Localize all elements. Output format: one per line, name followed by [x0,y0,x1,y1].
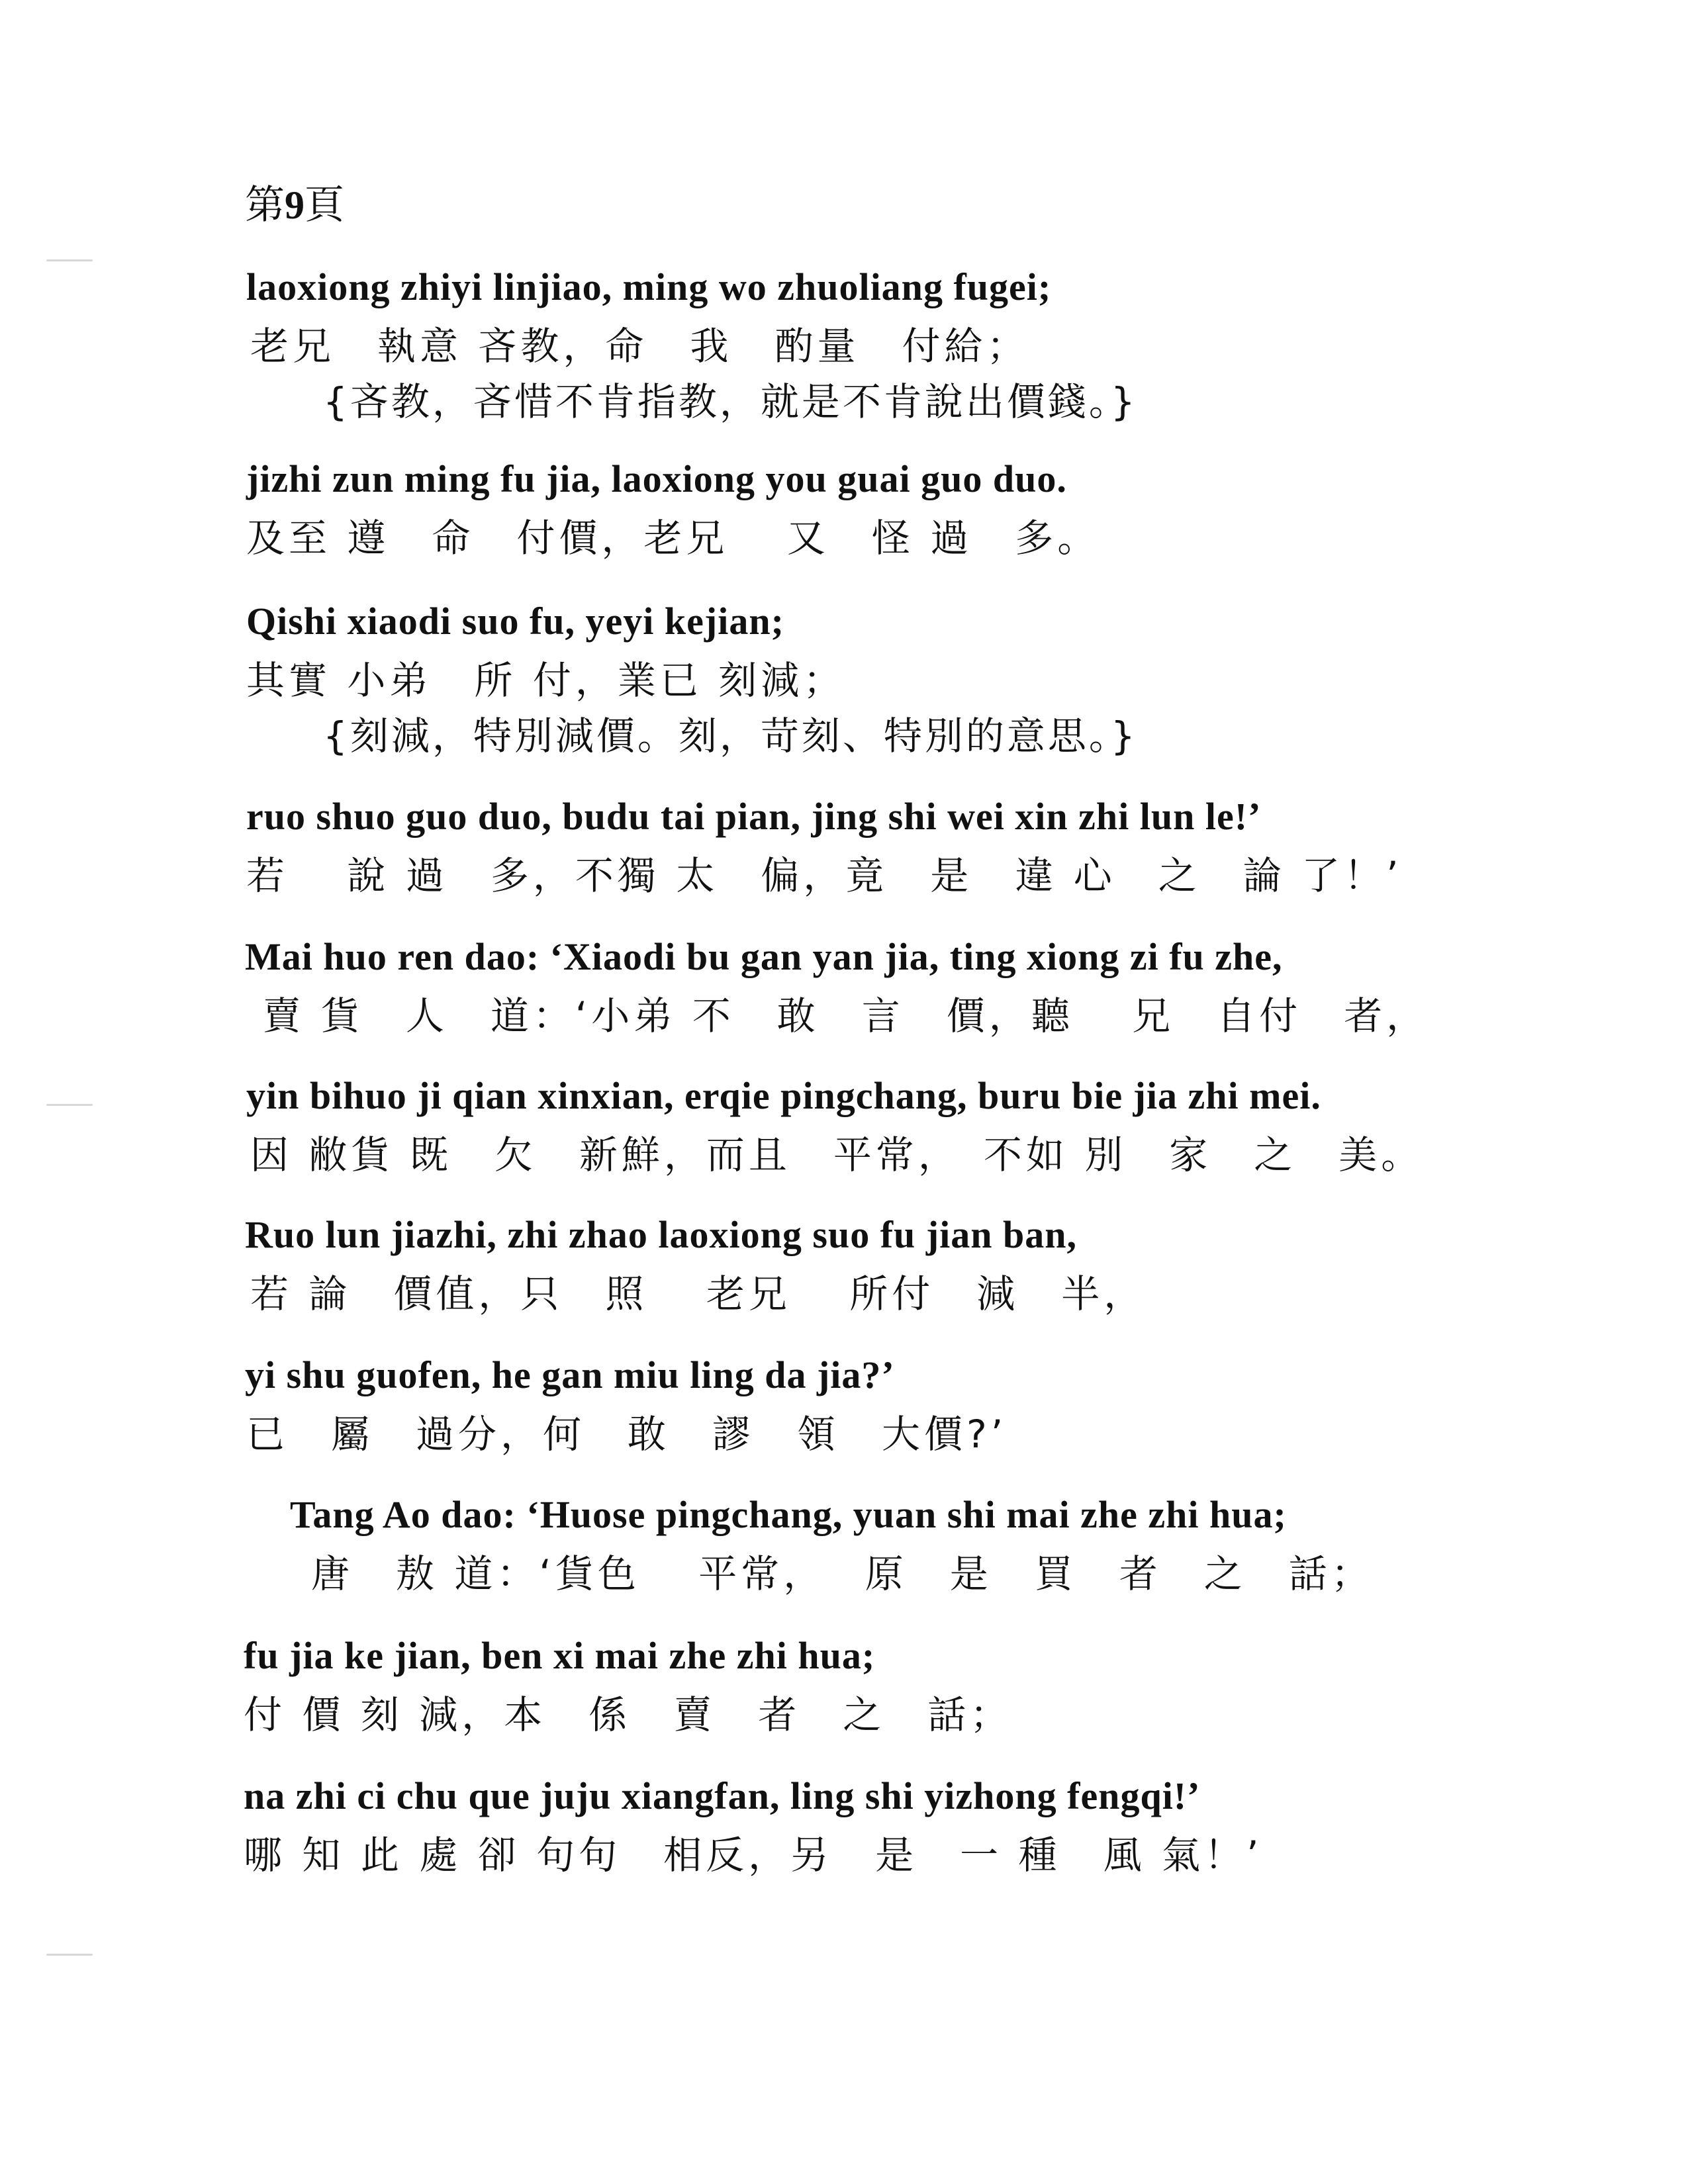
page-suffix: 頁 [305,182,344,228]
hole-punch-mark-bottom [46,1954,93,1956]
pinyin-line: jizhi zun ming fu jia, laoxiong you guai guo duo. [246,457,1067,500]
page-label: 第 [245,182,285,228]
hanzi-line: 老兄 執意 吝教，命 我 酌量 付給； [250,324,1029,369]
pinyin-line: yi shu guofen, he gan miu ling da jia?’ [245,1353,895,1396]
pinyin-line: fu jia ke jian, ben xi mai zhe zhi hua; [244,1634,876,1677]
pinyin-line: Tang Ao dao: ‘Huose pingchang, yuan shi mai zhe zhi hua; [290,1493,1287,1536]
hole-punch-mark-top [46,259,93,261]
hole-punch-mark-middle [46,1104,93,1106]
pinyin-line: Ruo lun jiazhi, zhi zhao laoxiong suo fu jian ban, [245,1213,1078,1256]
annotation-note: {吝教，吝惜不肯指教，就是不肯說出價錢。} [323,379,1138,424]
pinyin-line: laoxiong zhiyi linjiao, ming wo zhuoliang fugei; [246,265,1052,308]
page-number [245,173,344,230]
hanzi-line: 唐 敖 道：‘貨色 平常， 原 是 買 者 之 話； [311,1551,1374,1596]
hanzi-line: 因 敝貨 既 欠 新鮮，而且 平常， 不如 別 家 之 美。 [250,1132,1424,1177]
pinyin-line: yin bihuo ji qian xinxian, erqie pingchang, buru bie jia zhi mei. [246,1074,1321,1117]
hanzi-line: 及至 遵 命 付價，老兄 又 怪 過 多。 [246,516,1100,561]
hanzi-line: 已 屬 過分，何 敢 謬 領 大價?’ [246,1412,1008,1457]
annotation-note: {刻減，特別減價。刻，苛刻、特別的意思。} [323,713,1138,758]
hanzi-line: 賣 貨 人 道：‘小弟 不 敢 言 價，聽 兄 自付 者， [246,993,1429,1038]
page-number-value: 9 [285,183,305,227]
pinyin-line: na zhi ci chu que juju xiangfan, ling shi yizhong fengqi!’ [244,1774,1201,1817]
hanzi-line: 其實 小弟 所 付，業已 刻減； [246,658,846,703]
pinyin-line: ruo shuo guo duo, budu tai pian, jing shi wei xin zhi lun le!’ [246,795,1262,838]
pinyin-line: Qishi xiaodi suo fu, yeyi kejian; [246,600,784,643]
hanzi-line: 若 說 過 多，不獨 太 偏，竟 是 違 心 之 論 了！’ [246,853,1403,898]
hanzi-line: 哪 知 此 處 卻 句句 相反，另 是 一 種 風 氣！’ [244,1833,1263,1878]
hanzi-line: 付 價 刻 減，本 係 賣 者 之 話； [244,1692,1013,1737]
pinyin-line: Mai huo ren dao: ‘Xiaodi bu gan yan jia, ting xiong zi fu zhe, [245,935,1283,978]
hanzi-line: 若 論 價值，只 照 老兄 所付 減 半， [250,1271,1147,1316]
